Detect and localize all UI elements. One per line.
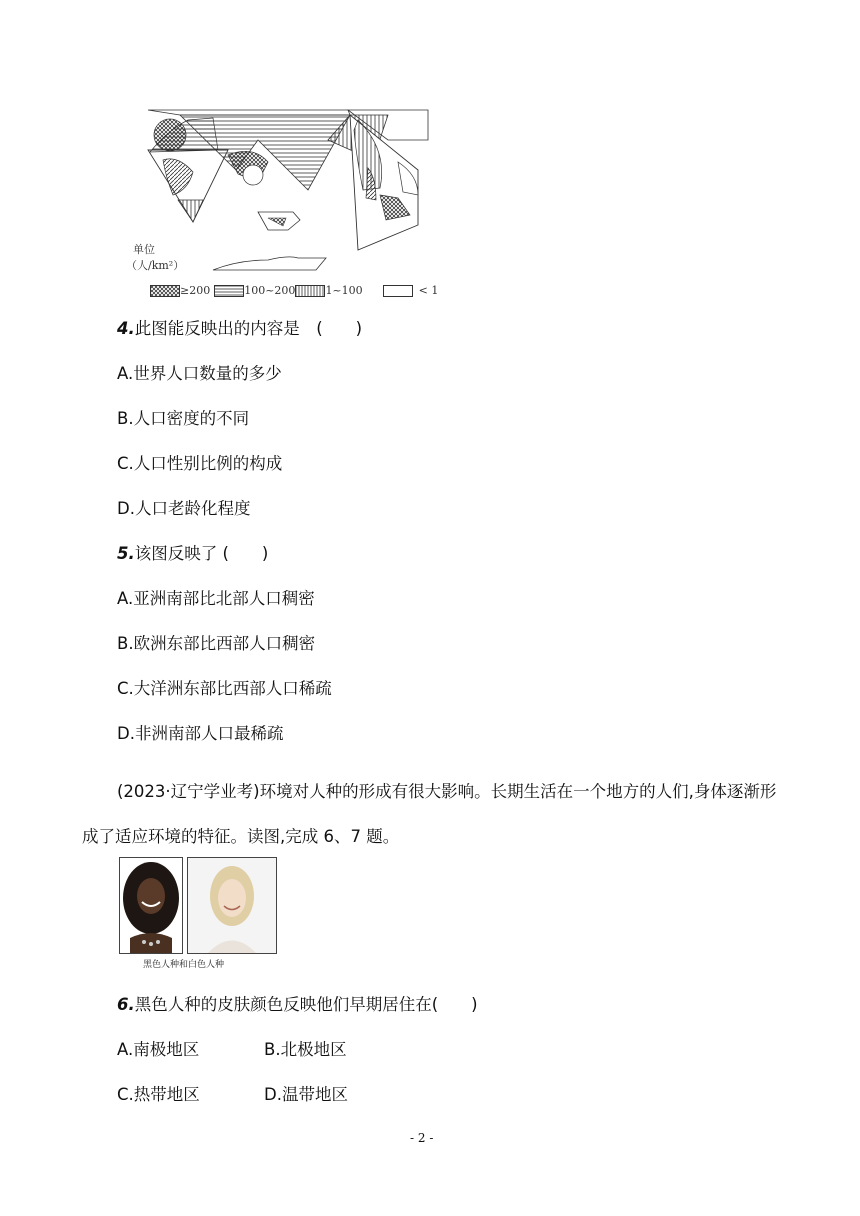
- portrait-image: [188, 858, 276, 953]
- question-6-option-b: B.北极地区: [264, 1040, 347, 1059]
- legend-label: 1~100: [325, 284, 363, 297]
- question-6-option-d: D.温带地区: [264, 1085, 348, 1104]
- question-text: 此图能反映出的内容是 ( ): [134, 319, 363, 338]
- legend-swatch-crosshatch: [150, 285, 180, 297]
- question-6-stem: [117, 994, 478, 1016]
- photo-white-woman: [187, 857, 277, 954]
- question-5-option-a: A.亚洲南部比北部人口稠密: [117, 589, 315, 608]
- legend-swatch-blank: [383, 285, 413, 297]
- photo-caption: 黑色人种和白色人种: [143, 960, 225, 970]
- question-5-option-b: B.欧洲东部比西部人口稠密: [117, 634, 316, 653]
- question-5-stem: [117, 543, 268, 565]
- question-6-option-a: A.南极地区: [117, 1040, 200, 1059]
- map-legend: [150, 284, 438, 297]
- question-5-option-c: C.大洋洲东部比西部人口稀疏: [117, 679, 332, 698]
- question-6-option-c: C.热带地区: [117, 1085, 200, 1104]
- portrait-image: [120, 858, 182, 953]
- question-5-option-d: D.非洲南部人口最稀疏: [117, 724, 284, 743]
- legend-label: 100~200: [244, 284, 296, 297]
- passage-intro: (2023·辽宁学业考)环境对人种的形成有很大影响。长期生活在一个地方的人们,身体逐渐形成了适应环境的特征。读图,完成 6、7 题。: [82, 782, 777, 846]
- legend-swatch-vertical: [295, 285, 325, 297]
- map-unit-label: 单位: [133, 243, 155, 256]
- question-text: 黑色人种的皮肤颜色反映他们早期居住在( ): [134, 995, 478, 1014]
- question-number: 5.: [117, 544, 135, 563]
- page-number: - 2 -: [410, 1131, 434, 1145]
- world-map-figure: [118, 100, 438, 305]
- question-text: 该图反映了 ( ): [134, 544, 269, 563]
- population-density-map: [118, 100, 438, 305]
- legend-swatch-horizontal: [214, 285, 244, 297]
- question-number: 6.: [117, 995, 135, 1014]
- question-4-option-d: D.人口老龄化程度: [117, 499, 251, 518]
- legend-label: < 1: [418, 284, 439, 297]
- question-4-option-c: C.人口性别比例的构成: [117, 454, 283, 473]
- legend-label: ≥200: [180, 284, 211, 297]
- photo-black-woman: [119, 857, 183, 954]
- map-unit-value: （人/km²）: [126, 259, 185, 272]
- question-4-option-b: B.人口密度的不同: [117, 409, 250, 428]
- question-4-option-a: A.世界人口数量的多少: [117, 364, 282, 383]
- question-number: 4.: [117, 319, 135, 338]
- question-4-stem: [117, 318, 362, 340]
